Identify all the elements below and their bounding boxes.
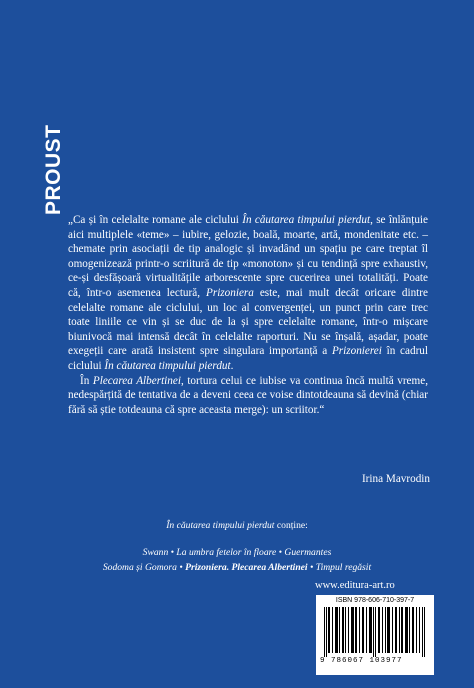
author-title-vertical: PROUST xyxy=(42,124,65,215)
series-line-2: Sodoma și Gomora • Prizoniera. Plecarea Albertinei • Timpul regăsit xyxy=(102,562,372,573)
barcode-bars xyxy=(324,607,426,657)
isbn-barcode xyxy=(316,595,434,675)
series-title: În căutarea timpului pierdut conține: xyxy=(166,520,308,531)
quote-paragraph-2: În Plecarea Albertinei, tortura celui ce iubise va continua încă multă vreme, nedespărțită de tentativa de a deveni ceea ce voise dintotdeauna să devină (chiar fără să știe totdeauna că spre aceasta merge): un scriitor.“ xyxy=(68,374,428,416)
series-line-1: Swann • La umbra fetelor în floare • Guermantes xyxy=(142,547,332,558)
quote-paragraph-1: „Ca și în celelalte romane ale ciclului În căutarea timpului pierdut, se înlănțuie aici multiplele «teme» – iubire, gelozie, boală, moarte, artă, mondenitate etc. – chemate prin asociații de tip analogic și invadând un spațiu pe care treptat îl omogenizează printr-o scriitură de tip «monoton» și cu tendință spre exhaustiv, ce-și desfășoară virtualitățile arborescente spre cucerirea unei totalități. Poate că, într-o asemenea lectură, Prizoniera este, mai mult decât oricare dintre celelalte romane ale ciclului, un loc al convergenței, un punct prin care trec toate liniile ce vin și se duc de la și spre celelalte romane, într-o mișcare biunivocă mai intensă decât în celelalte raporturi. Nu se înșală, așadar, poate exegeții care arată insistent spre singulara importanță a Prizonierei în cadrul ciclului În căutarea timpului pierdut. xyxy=(68,214,428,372)
barcode-digits: 9 786067 103977 xyxy=(320,657,403,665)
publisher-website: www.editura-art.ro xyxy=(315,580,395,591)
isbn-text: ISBN 978-606-710-397-7 xyxy=(335,597,415,604)
series-list xyxy=(0,520,474,575)
quote-author: Irina Mavrodin xyxy=(361,473,430,485)
quote-block xyxy=(68,213,428,417)
